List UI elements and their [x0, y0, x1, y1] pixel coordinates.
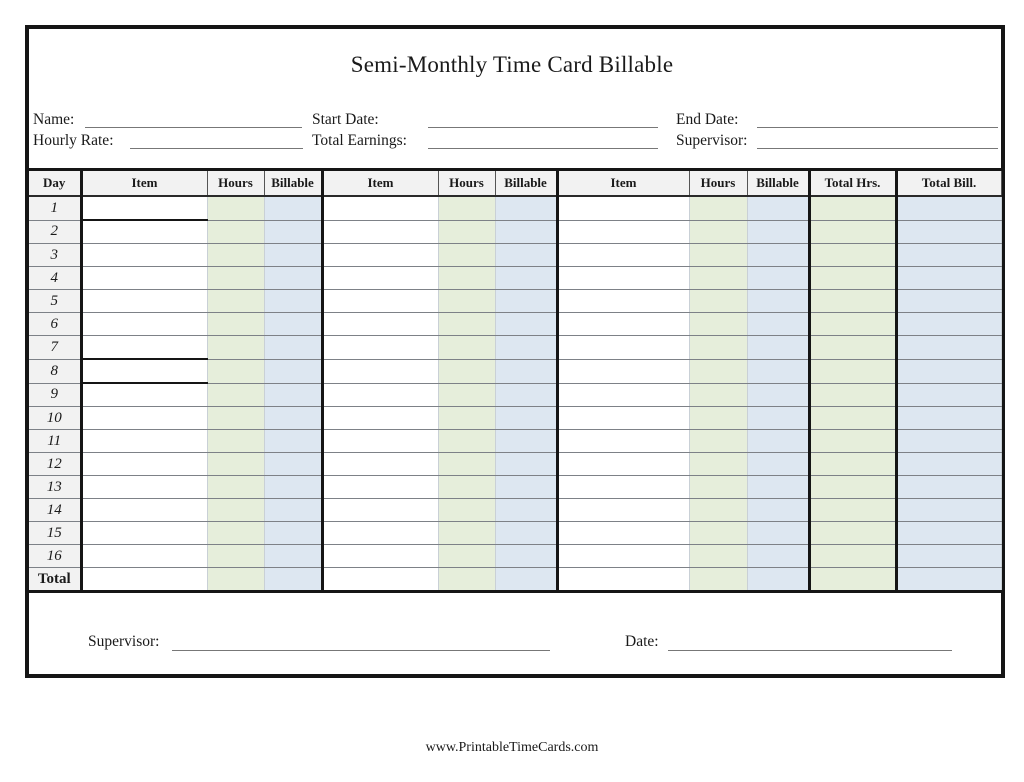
day-cell: 14 [29, 499, 81, 522]
table-cell [495, 545, 557, 568]
table-cell [747, 220, 809, 244]
table-cell [557, 383, 689, 407]
table-cell [264, 313, 322, 336]
signature-date-label: Date: [625, 633, 659, 650]
table-cell [896, 453, 1001, 476]
table-cell [747, 383, 809, 407]
table-cell [322, 453, 438, 476]
table-row [29, 244, 1001, 267]
table-cell [322, 244, 438, 267]
table-cell [689, 545, 747, 568]
table-cell [896, 244, 1001, 267]
day-cell: 6 [29, 313, 81, 336]
table-cell [495, 383, 557, 407]
table-cell [809, 383, 896, 407]
table-cell [747, 430, 809, 453]
table-cell [264, 545, 322, 568]
table-cell [438, 383, 495, 407]
table-row [29, 383, 1001, 407]
table-row [29, 453, 1001, 476]
table-cell [896, 196, 1001, 220]
table-cell [264, 220, 322, 244]
footer-url: www.PrintableTimeCards.com [425, 740, 599, 755]
total-label-cell: Total [29, 568, 81, 592]
day-cell: 3 [29, 244, 81, 267]
table-cell [809, 407, 896, 430]
table-cell [438, 430, 495, 453]
table-cell [81, 359, 207, 383]
table-cell [747, 476, 809, 499]
table-cell [557, 290, 689, 313]
table-cell [495, 220, 557, 244]
table-cell [322, 383, 438, 407]
table-cell [747, 196, 809, 220]
table-cell [264, 522, 322, 545]
table-cell [322, 290, 438, 313]
table-cell [81, 568, 207, 592]
signature-supervisor-line [172, 634, 550, 651]
table-cell [438, 336, 495, 360]
table-cell [438, 568, 495, 592]
name-line [85, 111, 302, 128]
table-cell [557, 453, 689, 476]
table-cell [557, 430, 689, 453]
table-cell [557, 220, 689, 244]
table-cell [689, 407, 747, 430]
table-cell [495, 430, 557, 453]
table-cell [438, 453, 495, 476]
day-cell: 4 [29, 267, 81, 290]
table-cell [264, 196, 322, 220]
table-cell [438, 545, 495, 568]
table-cell [81, 220, 207, 244]
table-cell [264, 290, 322, 313]
table-cell [557, 313, 689, 336]
table-cell [81, 383, 207, 407]
table-cell [81, 267, 207, 290]
total-row [29, 568, 1001, 592]
table-cell [689, 220, 747, 244]
table-cell [322, 196, 438, 220]
table-cell [207, 545, 264, 568]
table-cell [207, 267, 264, 290]
table-row [29, 220, 1001, 244]
end-date-line [757, 111, 998, 128]
table-cell [809, 499, 896, 522]
table-cell [809, 290, 896, 313]
table-cell [747, 336, 809, 360]
table-cell [495, 359, 557, 383]
table-cell [438, 476, 495, 499]
timecard-table [29, 168, 1002, 593]
day-cell: 15 [29, 522, 81, 545]
column-header: Billable [495, 170, 557, 197]
table-cell [438, 267, 495, 290]
table-cell [689, 453, 747, 476]
table-row [29, 499, 1001, 522]
table-cell [557, 499, 689, 522]
table-cell [495, 290, 557, 313]
table-cell [322, 545, 438, 568]
table-cell [495, 336, 557, 360]
column-header: Hours [689, 170, 747, 197]
day-cell: 12 [29, 453, 81, 476]
table-cell [322, 359, 438, 383]
table-cell [81, 430, 207, 453]
day-cell: 16 [29, 545, 81, 568]
table-cell [557, 336, 689, 360]
table-cell [747, 522, 809, 545]
table-cell [557, 244, 689, 267]
table-cell [264, 453, 322, 476]
table-cell [81, 336, 207, 360]
table-cell [689, 383, 747, 407]
hourly-rate-line [130, 132, 303, 149]
table-cell [809, 522, 896, 545]
total-earnings-label: Total Earnings: [312, 132, 407, 149]
column-header: Total Hrs. [809, 170, 896, 197]
table-cell [322, 499, 438, 522]
table-row [29, 313, 1001, 336]
table-cell [689, 476, 747, 499]
table-cell [81, 522, 207, 545]
page-title: Semi-Monthly Time Card Billable [350, 52, 674, 77]
table-cell [689, 430, 747, 453]
day-cell: 7 [29, 336, 81, 360]
table-cell [896, 383, 1001, 407]
table-cell [81, 196, 207, 220]
signature-date-line [668, 634, 952, 651]
supervisor-label: Supervisor: [676, 132, 748, 149]
table-cell [896, 522, 1001, 545]
table-cell [264, 430, 322, 453]
table-cell [809, 568, 896, 592]
table-cell [689, 244, 747, 267]
supervisor-line [757, 132, 998, 149]
table-cell [747, 267, 809, 290]
table-cell [207, 499, 264, 522]
table-cell [264, 407, 322, 430]
table-cell [809, 430, 896, 453]
table-cell [322, 220, 438, 244]
table-row [29, 545, 1001, 568]
day-cell: 13 [29, 476, 81, 499]
table-cell [438, 290, 495, 313]
table-cell [809, 244, 896, 267]
column-header: Hours [207, 170, 264, 197]
table-cell [747, 244, 809, 267]
table-cell [689, 499, 747, 522]
table-cell [264, 383, 322, 407]
table-cell [557, 476, 689, 499]
table-cell [264, 244, 322, 267]
table-cell [747, 499, 809, 522]
table-cell [207, 522, 264, 545]
table-cell [207, 313, 264, 336]
table-cell [896, 267, 1001, 290]
table-row [29, 522, 1001, 545]
table-cell [809, 220, 896, 244]
table-cell [264, 267, 322, 290]
table-cell [495, 453, 557, 476]
table-cell [747, 407, 809, 430]
table-cell [264, 476, 322, 499]
table-cell [264, 568, 322, 592]
table-cell [689, 568, 747, 592]
table-cell [747, 313, 809, 336]
table-cell [896, 290, 1001, 313]
table-cell [207, 290, 264, 313]
total-earnings-line [428, 132, 658, 149]
table-row [29, 196, 1001, 220]
start-date-label: Start Date: [312, 111, 379, 128]
column-header: Hours [438, 170, 495, 197]
table-cell [322, 430, 438, 453]
table-cell [438, 313, 495, 336]
day-cell: 10 [29, 407, 81, 430]
table-cell [809, 336, 896, 360]
hourly-rate-label: Hourly Rate: [33, 132, 114, 149]
end-date-label: End Date: [676, 111, 739, 128]
table-cell [322, 568, 438, 592]
table-cell [557, 196, 689, 220]
table-cell [81, 453, 207, 476]
table-cell [896, 336, 1001, 360]
table-cell [896, 430, 1001, 453]
table-cell [689, 267, 747, 290]
table-cell [207, 359, 264, 383]
table-cell [495, 244, 557, 267]
table-cell [557, 568, 689, 592]
table-cell [896, 476, 1001, 499]
column-header: Item [81, 170, 207, 197]
table-row [29, 430, 1001, 453]
table-cell [81, 290, 207, 313]
table-cell [809, 359, 896, 383]
table-cell [438, 499, 495, 522]
table-cell [557, 545, 689, 568]
table-row [29, 336, 1001, 360]
table-row [29, 359, 1001, 383]
table-cell [747, 290, 809, 313]
table-cell [438, 196, 495, 220]
table-cell [438, 220, 495, 244]
day-cell: 1 [29, 196, 81, 220]
table-cell [747, 453, 809, 476]
table-cell [264, 359, 322, 383]
table-cell [495, 267, 557, 290]
table-cell [207, 220, 264, 244]
day-cell: 2 [29, 220, 81, 244]
table-cell [81, 476, 207, 499]
table-cell [207, 430, 264, 453]
start-date-line [428, 111, 658, 128]
table-cell [81, 407, 207, 430]
column-header: Billable [264, 170, 322, 197]
signature-supervisor-label: Supervisor: [88, 633, 160, 650]
table-cell [81, 545, 207, 568]
table-cell [896, 568, 1001, 592]
table-cell [322, 522, 438, 545]
table-cell [81, 244, 207, 267]
table-row [29, 407, 1001, 430]
table-cell [557, 267, 689, 290]
table-cell [896, 499, 1001, 522]
day-cell: 8 [29, 359, 81, 383]
table-cell [557, 407, 689, 430]
table-cell [896, 313, 1001, 336]
table-cell [207, 453, 264, 476]
table-cell [207, 196, 264, 220]
table-cell [557, 522, 689, 545]
table-cell [495, 499, 557, 522]
day-cell: 5 [29, 290, 81, 313]
table-cell [322, 476, 438, 499]
table-cell [264, 499, 322, 522]
table-cell [689, 359, 747, 383]
table-cell [264, 336, 322, 360]
table-cell [747, 545, 809, 568]
table-cell [438, 359, 495, 383]
table-cell [809, 453, 896, 476]
table-cell [495, 522, 557, 545]
table-cell [809, 313, 896, 336]
table-cell [207, 476, 264, 499]
table-cell [896, 407, 1001, 430]
table-cell [438, 407, 495, 430]
table-cell [207, 336, 264, 360]
name-label: Name: [33, 111, 75, 128]
table-cell [689, 522, 747, 545]
table-cell [809, 267, 896, 290]
table-cell [322, 267, 438, 290]
table-cell [438, 244, 495, 267]
table-cell [322, 407, 438, 430]
column-header: Day [29, 170, 81, 197]
table-cell [322, 336, 438, 360]
table-cell [438, 522, 495, 545]
table-cell [495, 476, 557, 499]
table-cell [81, 313, 207, 336]
table-cell [896, 545, 1001, 568]
day-cell: 11 [29, 430, 81, 453]
table-cell [689, 313, 747, 336]
table-cell [207, 407, 264, 430]
table-cell [809, 545, 896, 568]
table-cell [896, 359, 1001, 383]
table-cell [689, 336, 747, 360]
column-header: Item [322, 170, 438, 197]
table-row [29, 476, 1001, 499]
column-header: Total Bill. [896, 170, 1001, 197]
table-cell [207, 383, 264, 407]
table-cell [207, 568, 264, 592]
day-cell: 9 [29, 383, 81, 407]
table-cell [896, 220, 1001, 244]
table-cell [809, 476, 896, 499]
table-cell [322, 313, 438, 336]
table-cell [557, 359, 689, 383]
table-cell [495, 407, 557, 430]
table-cell [81, 499, 207, 522]
table-cell [495, 313, 557, 336]
table-row [29, 267, 1001, 290]
column-header: Billable [747, 170, 809, 197]
table-row [29, 290, 1001, 313]
header-row [29, 170, 1001, 197]
column-header: Item [557, 170, 689, 197]
table-cell [747, 359, 809, 383]
table-cell [689, 290, 747, 313]
table-cell [747, 568, 809, 592]
table-cell [809, 196, 896, 220]
table-cell [495, 196, 557, 220]
table-cell [207, 244, 264, 267]
table-cell [495, 568, 557, 592]
table-cell [689, 196, 747, 220]
